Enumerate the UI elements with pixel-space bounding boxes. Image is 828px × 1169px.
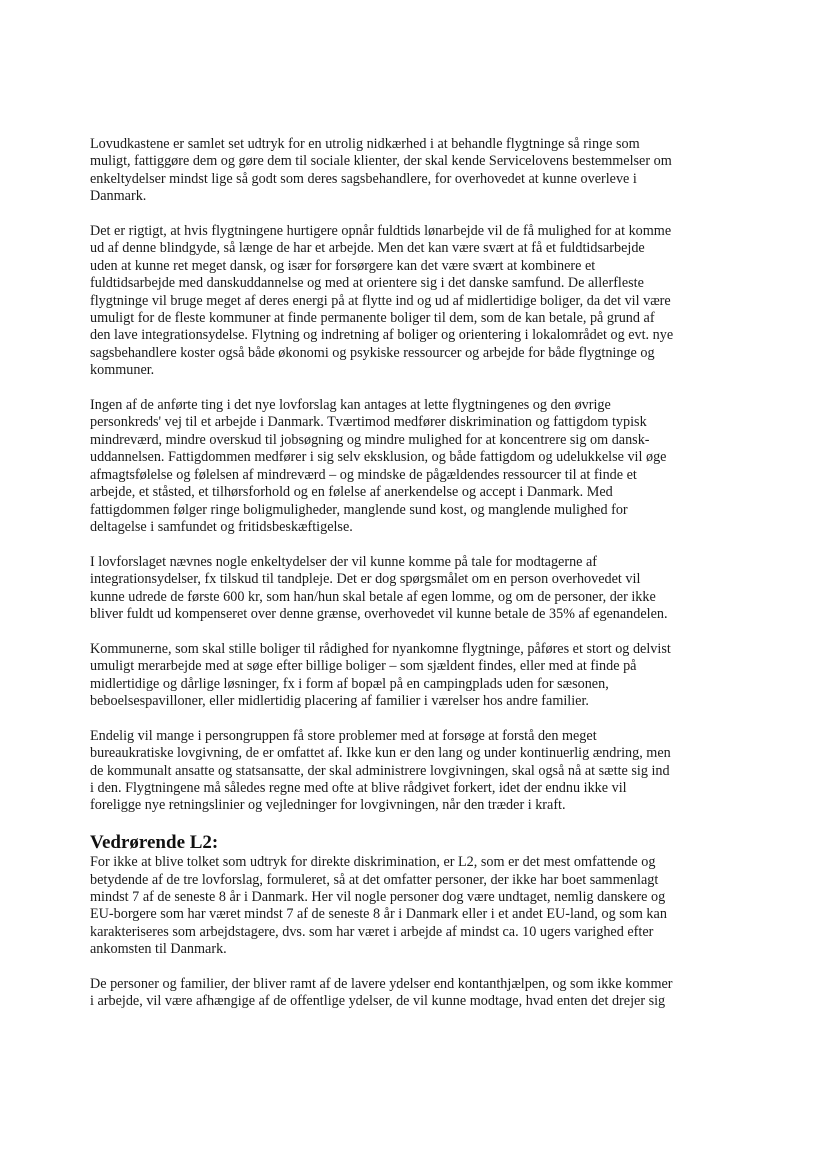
text-line: uden at kunne ret meget dansk, og især for forsørgere kan det være svært at kombinere et — [90, 257, 596, 274]
text-line: integrationsydelser, fx tilskud til tandpleje. Det er dog spørgsmålet om en person overhovedet vil — [90, 571, 641, 588]
paragraph — [90, 136, 740, 206]
paragraph — [90, 554, 740, 624]
text-line: foreligge nye retningslinier og vejledninger for lovgivningen, når den træder i kraft. — [90, 797, 566, 814]
text-line: den lave integrationsydelse. Flytning og indretning af boliger og orientering i lokalområdet og evt. nye — [90, 327, 674, 344]
text-line: personkreds' vej til et arbejde i Danmark. Tværtimod medfører diskrimination og fattigdom typisk — [90, 414, 647, 431]
text-line: flygtninge vil bruge meget af deres energi på at flytte ind og ud af midlertidige boliger, da det vil være — [90, 292, 671, 309]
paragraph — [90, 976, 740, 1011]
text-line: enkeltydelser mindst lige så godt som deres sagsbehandlere, for overhovedet at kunne overleve i — [90, 170, 637, 187]
text-line: umuligt for de fleste kommuner at finde permanente boliger til dem, som de kan betale, på grund af — [90, 310, 655, 327]
text-line: fuldtidsarbejde med danskuddannelse og med at orientere sig i det danske samfund. De allerfleste — [90, 275, 644, 292]
text-line: ankomsten til Danmark. — [90, 941, 227, 958]
document-body — [90, 136, 740, 1028]
text-line: bureaukratiske lovgivning, de er omfattet af. Ikke kun er den lang og under kontinuerlig ændring, men — [90, 745, 671, 762]
text-line: Kommunerne, som skal stille boliger til rådighed for nyankomne flygtninge, påføres et stort og delvist — [90, 640, 671, 657]
text-line: Endelig vil mange i persongruppen få store problemer med at forsøge at forstå den meget — [90, 727, 597, 744]
text-line: i arbejde, vil være afhængige af de offentlige ydelser, de vil kunne modtage, hvad enten det drejer sig — [90, 993, 666, 1010]
text-line: kommuner. — [90, 362, 155, 379]
text-line: Det er rigtigt, at hvis flygtningene hurtigere opnår fuldtids lønarbejde vil de få mulighed for at komme — [90, 223, 672, 240]
text-line: For ikke at blive tolket som udtryk for direkte diskrimination, er L2, som er det mest omfattende og — [90, 854, 656, 871]
text-line: mindreværd, mindre overskud til jobsøgning og mindre mulighed for at koncentrere sig om dansk- — [90, 431, 650, 448]
text-line: midlertidige og dårlige løsninger, fx i form af bopæl på en campingplads uden for sæsonen, — [90, 675, 609, 692]
text-line: I lovforslaget nævnes nogle enkeltydelser der vil kunne komme på tale for modtagerne af — [90, 553, 598, 570]
text-line: sagsbehandlere koster også både økonomi og psykiske ressourcer og arbejde for både flygtninge og — [90, 344, 655, 361]
paragraph — [90, 728, 740, 815]
section-heading: Vedrørende L2: — [90, 832, 219, 854]
paragraphs-before — [90, 136, 740, 815]
text-line: Ingen af de anførte ting i det nye lovforslag kan antages at lette flygtningenes og den øvrige — [90, 397, 611, 414]
text-line: Lovudkastene er samlet set udtryk for en utrolig nidkærhed i at behandle flygtninge så ringe som — [90, 136, 640, 152]
text-line: umuligt merarbejde med at søge efter billige boliger – som sjældent findes, eller med at finde på — [90, 658, 637, 675]
text-line: uddannelsen. Fattigdommen medfører i sig selv eksklusion, og både fattigdom og udelukkelse vil øge — [90, 449, 667, 466]
text-line: de kommunalt ansatte og statsansatte, der skal administrere lovgivningen, skal også nå at sætte sig ind — [90, 762, 670, 779]
text-line: arbejde, et ståsted, et tilhørsforhold og en følelse af anerkendelse og accept i Danmark. Med — [90, 484, 613, 501]
paragraph — [90, 397, 740, 536]
text-line: kunne udrede de første 600 kr, som han/hun skal betale af egen lomme, og om de personer, der ikke — [90, 588, 656, 605]
text-line: deltagelse i samfundet og fritidsbeskæftigelse. — [90, 518, 353, 535]
paragraphs-after — [90, 854, 740, 1011]
text-line: mindst 7 af de seneste 8 år i Danmark. Her vil nogle personer dog være undtaget, nemlig danskere og — [90, 888, 666, 905]
text-line: Danmark. — [90, 188, 147, 205]
text-line: betydende af de tre lovforslag, formuleret, så at det omfatter personer, der ikke har boet sammenlagt — [90, 871, 659, 888]
text-line: EU-borgere som har været mindst 7 af de seneste 8 år i Danmark eller i et andet EU-land, og som kan — [90, 906, 667, 923]
text-line: i den. Flygtningene må således regne med ofte at blive rådgivet forkert, idet der endnu ikke vil — [90, 779, 627, 796]
text-line: karakteriseres som arbejdstagere, dvs. som har været i arbejde af mindst ca. 10 ugers varighed efter — [90, 923, 654, 940]
text-line: muligt, fattiggøre dem og gøre dem til sociale klienter, der skal kende Servicelovens bestemmelser om — [90, 153, 672, 170]
paragraph — [90, 854, 740, 958]
text-line: De personer og familier, der bliver ramt af de lavere ydelser end kontanthjælpen, og som ikke kommer — [90, 975, 673, 992]
text-line: fattigdommen følger ringe boligmuligheder, manglende sund kost, og manglende mulighed for — [90, 501, 628, 518]
paragraph — [90, 641, 740, 711]
paragraph — [90, 223, 740, 380]
text-line: bliver fuldt ud kompenseret over denne grænse, overhovedet vil kunne betale de 35% af egenandelen. — [90, 605, 668, 622]
text-line: beboelsespavilloner, eller midlertidig placering af familier i værelser hos andre familier. — [90, 692, 589, 709]
text-line: afmagtsfølelse og følelsen af mindreværd – og mindske de pågældendes ressourcer til at finde et — [90, 466, 637, 483]
text-line: ud af denne blindgyde, så længe de har et arbejde. Men det kan være svært at få et fuldtidsarbejde — [90, 240, 645, 257]
